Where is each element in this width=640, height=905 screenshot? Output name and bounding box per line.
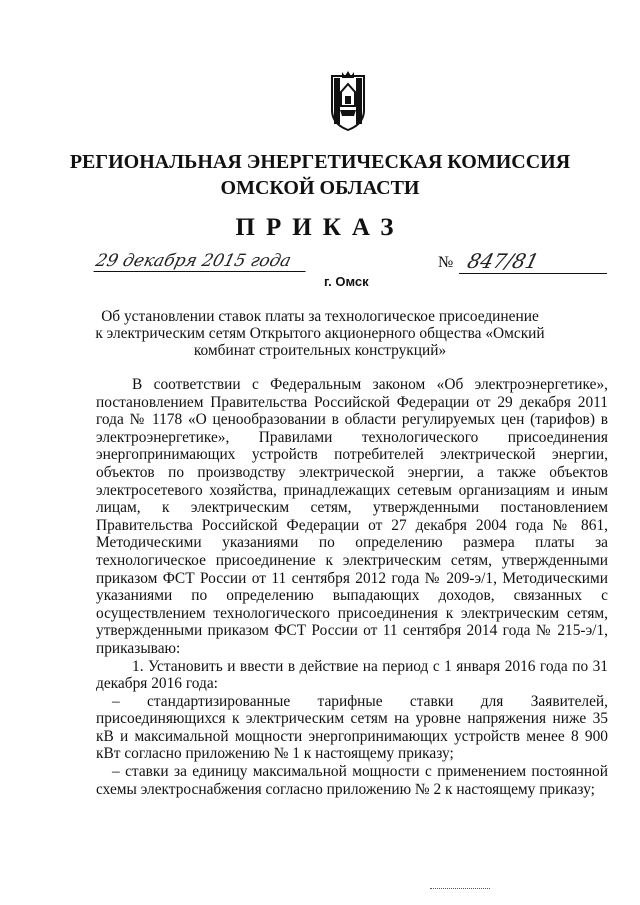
issuing-organization-line2: ОМСКОЙ ОБЛАСТИ [220, 177, 420, 199]
clause-1-paragraph: 1. Установить и ввести в действие на период с 1 января 2016 года по 31 декабря 2016 года: [96, 657, 608, 693]
page-footer-mark [430, 887, 490, 889]
list-item-capacity-rates: – ставки за единицу максимальной мощности с применением постоянной схемы электроснабжения согласно приложению № 2 к настоящему приказу; [96, 763, 608, 798]
preamble-paragraph: В соответствии с Федеральным законом «Об электроэнергетике», постановлением Правительства Российской Федерации от 29 декабря 2011 года № 1178 «О ценообразовании в области регулируемых цен (тарифов) в электроэнергетике», Правилами технологического присоединения энергопринимающих устройств потребителей электрической энергии, объектов по производству электрической энергии, а также объектов электросетевого хозяйства, принадлежащих сетевым организациям и иным лицам, к электрическим сетям, утвержденными постановлением Правительства Российской Федерации от 27 декабря 2004 года № 861, Методическими указаниями по определению размера платы за технологическое присоединение к электрическим сетям, утвержденными приказом ФСТ России от 11 сентября 2012 года № 209-э/1, Методическими указаниями по определению выпадающих доходов, связанных с осуществлением технологического присоединения к электрическим сетям, утвержденными приказом ФСТ России от 11 сентября 2014 года № 215-э/1, приказываю: [96, 376, 608, 657]
order-title [0, 309, 640, 359]
issuing-organization-line1: РЕГИОНАЛЬНАЯ ЭНЕРГЕТИЧЕСКАЯ КОМИССИЯ [69, 151, 571, 173]
handwritten-order-number: 847/81 [465, 249, 542, 273]
title-line: Об установлении ставок платы за технологическое присоединение [101, 308, 539, 325]
title-line: комбинат строительных конструкций» [193, 341, 447, 359]
city-label: г. Омск [324, 274, 369, 289]
document-type-heading: ПРИКАЗ [235, 214, 405, 241]
number-sign: № [438, 254, 454, 271]
handwritten-date: 29 декабря 2015 года [93, 251, 310, 272]
list-item-standardized-rates: – стандартизированные тарифные ставки для Заявителей, присоединяющихся к электрическим сетям на уровне напряжения ниже 35 кВ и максимальной мощности энергопринимающих устройств менее 8 900 кВт согласно приложению № 1 к настоящему приказу; [96, 692, 608, 763]
title-line: к электрическим сетям Открытого акционерного общества «Омский [95, 324, 545, 342]
order-body [96, 376, 608, 798]
coat-of-arms-emblem [328, 70, 368, 132]
